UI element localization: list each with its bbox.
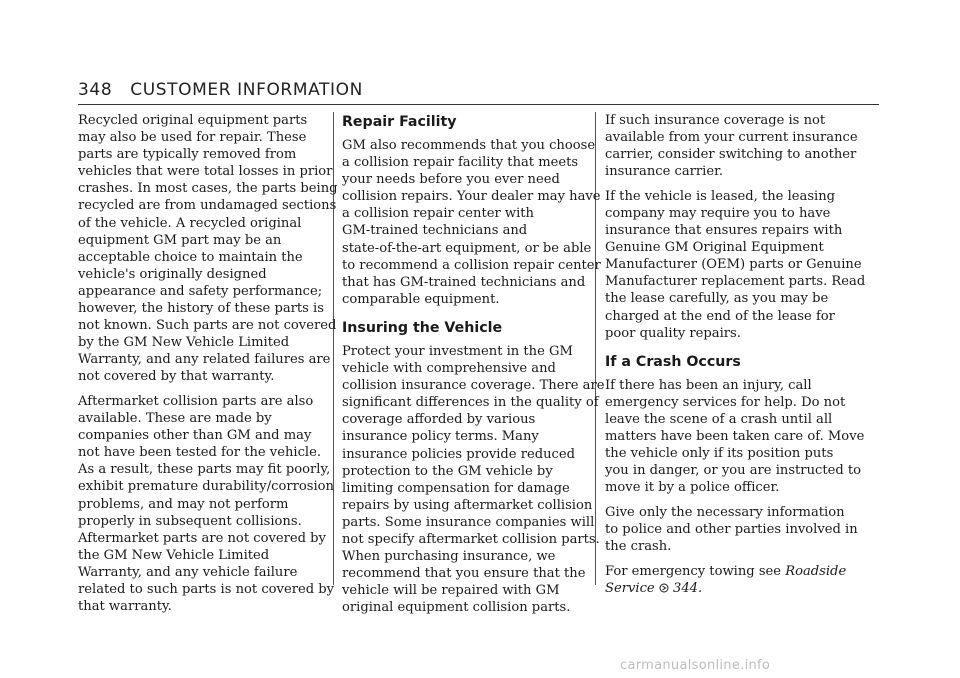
text-line: parts. Some insurance companies will — [342, 514, 595, 530]
text-line: limiting compensation for damage — [342, 480, 570, 496]
text-line: Warranty, and any vehicle failure — [78, 564, 298, 580]
section-heading-repair-facility: Repair Facility — [342, 114, 457, 130]
column-2 — [342, 112, 605, 624]
towing-text: For emergency towing see — [605, 563, 782, 579]
text-line: recycled are from undamaged sections — [78, 198, 337, 214]
column-3 — [605, 112, 866, 604]
text-line: As a result, these parts may fit poorly, — [78, 462, 331, 478]
text-line: protection to the GM vehicle by — [342, 463, 553, 479]
text-line: coverage afforded by various — [342, 412, 536, 428]
text-line: Warranty, and any related failures are — [78, 352, 331, 368]
page-header — [78, 80, 363, 100]
text-line: Protect your investment in the GM — [342, 343, 573, 359]
text-line: available from your current insurance — [605, 130, 858, 146]
text-line: insurance policies provide reduced — [342, 446, 575, 462]
page-reference-number[interactable]: 344. — [673, 580, 703, 596]
text-line: you in danger, or you are instructed to — [605, 463, 862, 479]
text-line: may also be used for repair. These — [78, 130, 307, 146]
text-line: insurance carrier. — [605, 164, 724, 180]
text-line: Genuine GM Original Equipment — [605, 240, 824, 256]
text-line: move it by a police officer. — [605, 480, 780, 496]
text-line: problems, and may not perform — [78, 496, 289, 512]
text-line: companies other than GM and may — [78, 428, 312, 444]
column-divider — [595, 112, 596, 585]
text-line: original equipment collision parts. — [342, 600, 571, 616]
text-line: insurance policy terms. Many — [342, 429, 539, 445]
text-line: a collision repair center with — [342, 206, 534, 222]
header-rule — [78, 104, 879, 105]
text-line: repairs by using aftermarket collision — [342, 497, 593, 513]
text-line: the crash. — [605, 539, 672, 555]
text-line: related to such parts is not covered by — [78, 582, 335, 598]
text-line: GM-trained technicians and — [342, 223, 528, 239]
text-line: emergency services for help. Do not — [605, 394, 846, 410]
text-line: parts are typically removed from — [78, 147, 297, 163]
paragraph-recycled-parts — [78, 112, 338, 386]
paragraph-towing — [605, 563, 851, 597]
text-line: significant differences in the quality of — [342, 395, 599, 411]
text-line: not covered by that warranty. — [78, 369, 275, 385]
text-line: properly in subsequent collisions. — [78, 513, 302, 529]
text-line: by the GM New Vehicle Limited — [78, 335, 290, 351]
text-line: acceptable choice to maintain the — [78, 249, 303, 265]
text-line: Manufacturer replacement parts. Read — [605, 274, 866, 290]
text-line: comparable equipment. — [342, 291, 500, 307]
roadside-service-link[interactable]: Roadside — [785, 563, 847, 579]
text-line: collision repairs. Your dealer may have — [342, 189, 601, 205]
text-line: vehicle will be repaired with GM — [342, 583, 560, 599]
text-line: that warranty. — [78, 599, 172, 615]
text-line — [605, 580, 851, 597]
section-heading-insuring-vehicle: Insuring the Vehicle — [342, 319, 503, 336]
text-line: insurance that ensures repairs with — [605, 223, 843, 239]
text-line: matters have been taken care of. Move — [605, 429, 865, 444]
column-1 — [78, 112, 338, 623]
text-line: available. These are made by — [78, 411, 272, 427]
text-line: crashes. In most cases, the parts being — [78, 181, 338, 197]
text-line: When purchasing insurance, we — [342, 549, 556, 565]
watermark: carmanualsonline.info — [620, 658, 771, 673]
text-line: the vehicle only if its position puts — [605, 446, 834, 462]
text-line: equipment GM part may be an — [78, 232, 282, 248]
text-line: If there has been an injury, call — [605, 377, 812, 393]
paragraph-leasing — [605, 188, 866, 342]
text-line: recommend that you ensure that the — [342, 566, 586, 582]
text-line — [605, 563, 851, 580]
paragraph-repair-facility — [342, 137, 601, 308]
text-line: Recycled original equipment parts — [78, 113, 308, 128]
text-line: appearance and safety performance; — [78, 283, 323, 299]
paragraph-aftermarket-parts — [78, 393, 335, 615]
page-reference-arrow-icon — [659, 581, 669, 596]
section-heading-crash-occurs: If a Crash Occurs — [605, 353, 741, 370]
text-line: not have been tested for the vehicle. — [78, 445, 322, 461]
text-line: vehicles that were total losses in prior — [78, 164, 333, 180]
text-line: however, the history of these parts is — [78, 301, 324, 317]
text-line: Manufacturer (OEM) parts or Genuine — [605, 257, 862, 273]
roadside-service-link-cont[interactable]: Service — [605, 580, 655, 596]
text-line: carrier, consider switching to another — [605, 147, 857, 163]
text-line: the GM New Vehicle Limited — [78, 547, 270, 563]
paragraph-police-info — [605, 504, 858, 555]
paragraph-crash-steps — [605, 377, 865, 497]
text-line: a collision repair facility that meets — [342, 155, 579, 171]
text-line: not specify aftermarket collision parts. — [342, 531, 600, 547]
text-line: If the vehicle is leased, the leasing — [605, 188, 836, 204]
text-line: Give only the necessary information — [605, 504, 845, 520]
text-line: vehicle with comprehensive and — [342, 361, 556, 377]
text-line: that has GM-trained technicians and — [342, 274, 586, 290]
text-line: leave the scene of a crash until all — [605, 411, 833, 427]
text-line: of the vehicle. A recycled original — [78, 215, 302, 231]
paragraph-insurance — [342, 343, 605, 617]
text-line: charged at the end of the lease for — [605, 308, 835, 324]
text-line: to recommend a collision repair center — [342, 257, 601, 273]
text-line: If such insurance coverage is not — [605, 113, 826, 128]
section-title: CUSTOMER INFORMATION — [130, 80, 363, 100]
text-line: your needs before you ever need — [342, 172, 560, 188]
text-line: to police and other parties involved in — [605, 521, 858, 537]
text-line: poor quality repairs. — [605, 325, 741, 341]
page-number: 348 — [78, 80, 113, 100]
text-line: the lease carefully, as you may be — [605, 291, 829, 307]
text-line: GM also recommends that you choose — [342, 138, 596, 153]
text-line: not known. Such parts are not covered — [78, 318, 337, 334]
text-line: Aftermarket parts are not covered by — [78, 530, 326, 546]
text-line: vehicle's originally designed — [78, 266, 267, 282]
text-line: exhibit premature durability/corrosion — [78, 479, 334, 495]
paragraph-insurance-carrier — [605, 112, 858, 180]
text-line: Aftermarket collision parts are also — [78, 394, 314, 409]
text-line: company may require you to have — [605, 205, 831, 221]
text-line: state-of-the-art equipment, or be able — [342, 240, 592, 256]
text-line: collision insurance coverage. There are — [342, 378, 605, 394]
